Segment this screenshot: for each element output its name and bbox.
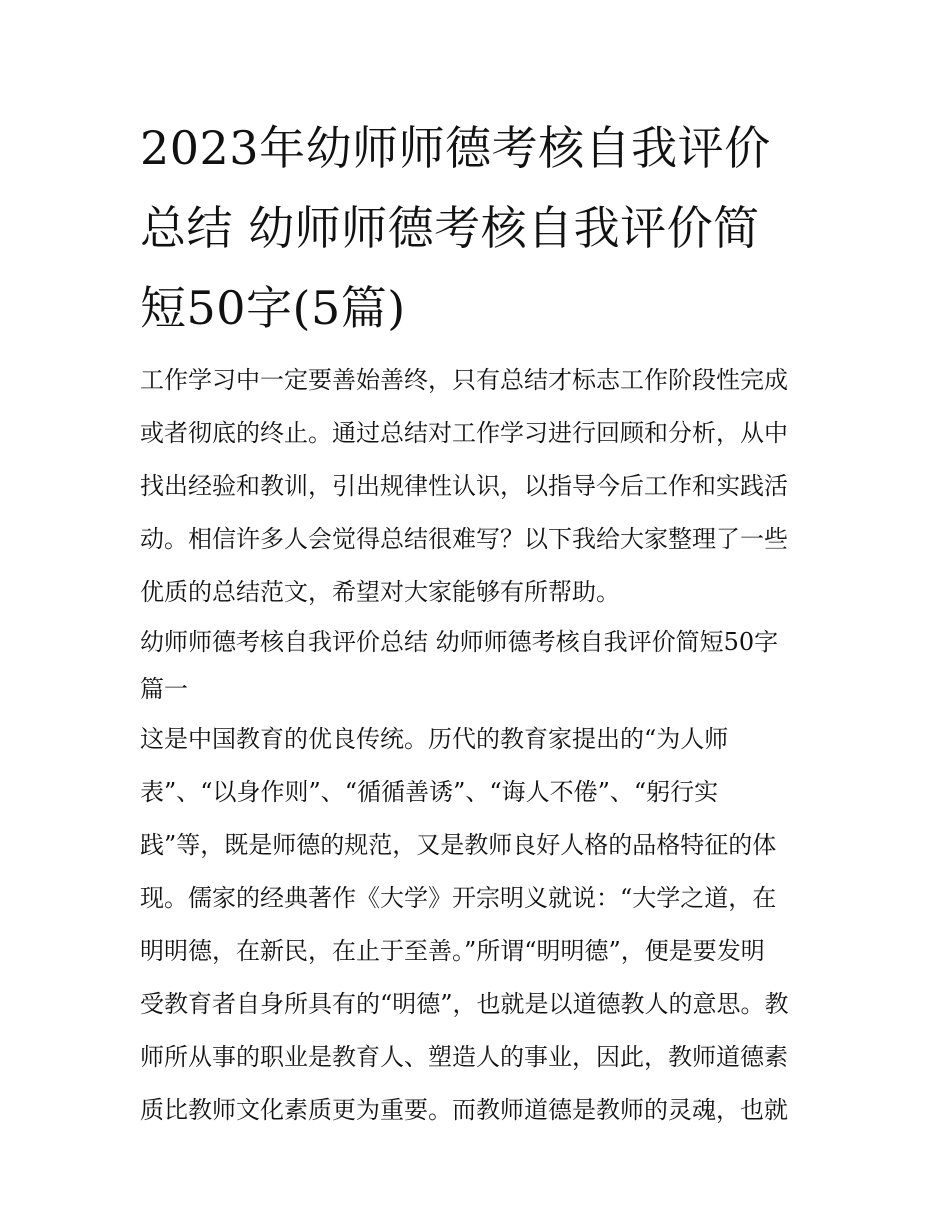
body-line: 表”、“以身作则”、“循循善诱”、“诲人不倦”、“躬行实 xyxy=(140,778,719,806)
intro-line: 或者彻底的终止。通过总结对工作学习进行回顾和分析，从中 xyxy=(140,419,788,447)
intro-line: 动。相信许多人会觉得总结很难写？以下我给大家整理了一些 xyxy=(140,525,788,553)
body-line: 明明德，在新民，在止于至善。”所谓“明明德”，便是要发明 xyxy=(140,937,765,965)
body-line: 践”等，既是师德的规范，又是教师良好人格的品格特征的体 xyxy=(140,831,777,859)
body-line: 质比教师文化素质更为重要。而教师道德是教师的灵魂，也就 xyxy=(140,1096,788,1124)
body-line: 师所从事的职业是教育人、塑造人的事业，因此，教师道德素 xyxy=(140,1043,788,1071)
intro-line: 优质的总结范文，希望对大家能够有所帮助。 xyxy=(140,578,620,606)
intro-paragraph xyxy=(140,354,820,619)
section-heading-line: 幼师师德考核自我评价总结 幼师师德考核自我评价简短50字 xyxy=(140,628,779,656)
section-heading xyxy=(140,619,820,713)
title-line: 总结 幼师师德考核自我评价简 xyxy=(140,201,760,255)
document-page xyxy=(140,108,820,1137)
document-title xyxy=(140,108,820,348)
body-line: 受教育者自身所具有的“明德”，也就是以道德教人的意思。教 xyxy=(140,990,789,1018)
title-line: 2023年幼师师德考核自我评价 xyxy=(140,121,771,175)
intro-line: 找出经验和教训，引出规律性认识，以指导今后工作和实践活 xyxy=(140,472,788,500)
body-line: 这是中国教育的优良传统。历代的教育家提出的“为人师 xyxy=(140,725,729,753)
body-line: 现。儒家的经典著作《大学》开宗明义就说：“大学之道，在 xyxy=(140,884,777,912)
body-paragraph xyxy=(140,713,820,1137)
section-heading-line: 篇一 xyxy=(140,675,188,703)
intro-line: 工作学习中一定要善始善终，只有总结才标志工作阶段性完成 xyxy=(140,366,788,394)
title-line: 短50字(5篇) xyxy=(140,281,406,335)
